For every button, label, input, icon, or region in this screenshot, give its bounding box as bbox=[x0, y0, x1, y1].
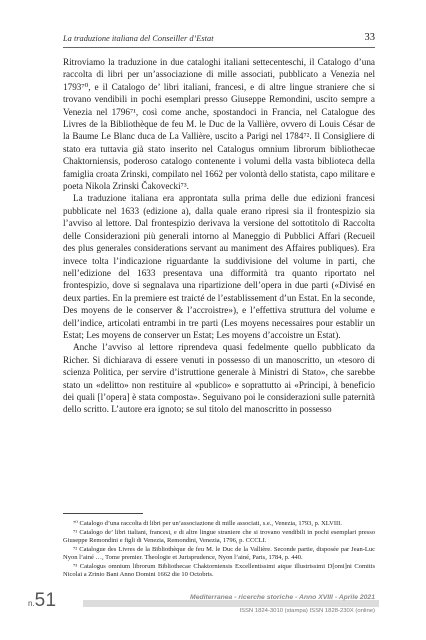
journal-line: Mediterranea - ricerche storiche - Anno XVIII - Aprile 2021 bbox=[190, 594, 375, 601]
paragraph-2: La traduzione italiana era approntata sulla prima delle due edizioni francesi pubblicate nel 1633 (edizione a), dalla quale erano ripresi sia il frontespizio sia l’avviso al lettore. Dal frontespizio derivava la versione del sottotitolo di Raccolta delle Considerazioni più generali intorno al Maneggio di Pubblici Affari (Recueil des plus generales considerations servant au maniment des Affaires publiques). Era invece tolta l’indicazione riguardante la suddivisione del volume in parti, che nell’edizione del 1633 presentava una difformità tra quanto riportato nel frontespizio, dove si segnalava una ripartizione dell’opera in due parti («Divisé en deux parties. En la premiere est traicté de l’establissement d’un Estat. En la seconde, Des moyens de le conserver & l’accroistre»), e l’effettiva struttura del volume e dell’indice, articolati entrambi in tre parti (Les moyens necessaires pour establir un Estat; Les moyens de conserver un Estat; Les moyens d’accoistre un Estat). bbox=[63, 193, 375, 340]
issue-number-value: 51 bbox=[34, 590, 57, 611]
body-text bbox=[63, 56, 375, 416]
footnote-73: ⁷³ Catalogus omnium librorum Bibliothecae Chaktorniensis Excellentissimi atque illustrissimi D[omi]ni Comitis Nicolai a Zrinio Bani Anno Domini 1662 die 10 Octobris. bbox=[63, 562, 375, 578]
footnote-rule bbox=[63, 513, 143, 514]
issue-number bbox=[28, 590, 56, 612]
page-number: 33 bbox=[364, 32, 375, 43]
footnotes bbox=[63, 513, 375, 580]
running-header bbox=[63, 33, 375, 48]
paragraph-1: Ritroviamo la traduzione in due cataloghi italiani settecenteschi, il Catalogo d’una raccolta di libri per un’associazione di mille associati, pubblicato a Venezia nel 1793⁷⁰, e il Catalogo de’ libri italiani, francesi, e di altre lingue straniere che si trovano vendibili in pochi esemplari presso Giuseppe Remondini, uscito sempre a Venezia nel 1796⁷¹, così come anche, spostandoci in Francia, nel Catalogue des Livres de la Bibliothèque de feu M. le Duc de la Vallière, ovvero di Louis César de la Baume Le Blanc duca de La Vallière, uscito a Parigi nel 1784⁷². Il Consigliere di stato era tuttavia già stato inserito nel Catalogus omnium librorum bibliothecae Chaktorniensis, poderoso catalogo contenente i volumi della vasta biblioteca della famiglia croata Zrinski, compilato nel 1662 per volontà dello statista, capo militare e poeta Nikola Zrinski Čakovecki⁷³. bbox=[63, 57, 375, 192]
issue-prefix: n. bbox=[28, 599, 35, 608]
footer-bar bbox=[83, 600, 379, 607]
footnote-70: ⁷⁰ Catalogo d’una raccolta di libri per un’associazione di mille associati, s.e., Venezia, 1793, p. XLVIII. bbox=[73, 520, 342, 527]
footnote-71: ⁷¹ Catalogo de’ libri italiani, francesi, e di altre lingue straniere che si trovano vendibili in pochi esemplari presso Giuseppe Remondini e figli di Venezia, Remondini, Venezia, 1796, p. CCCLI. bbox=[63, 528, 375, 544]
footnote-72: ⁷² Catalogue des Livres de la Bibliothèque de feu M. le Duc de la Vallière. Seconde partie, disposée par Jean-Luc Nyon l’ainé …, Tome premier. Theologie et Jurisprudence, Nyon l’ainé, Paris, 1784, p. 440. bbox=[63, 545, 375, 561]
running-title: La traduzione italiana del Conseiller d’Estat bbox=[63, 34, 214, 43]
paragraph-3: Anche l’avviso al lettore riprendeva quasi fedelmente quello pubblicato da Richer. Si dichiarava di essere venuti in possesso di un manoscritto, un «tesoro di scienza Politica, per servire d’istruttione generale à Ministri di Stato», che sarebbe stato un «delitto» non restituire al «publico» e soprattutto ai «Principi, à beneficio dei quali [l’opera] è stata composta». Seguivano poi le considerazioni sulle paternità dello scritto. L’autore era ignoto; se sul titolo del manoscritto in possesso bbox=[63, 342, 375, 415]
issn-line: ISSN 1824-3010 (stampa) ISSN 1828-230X (online) bbox=[239, 608, 375, 614]
